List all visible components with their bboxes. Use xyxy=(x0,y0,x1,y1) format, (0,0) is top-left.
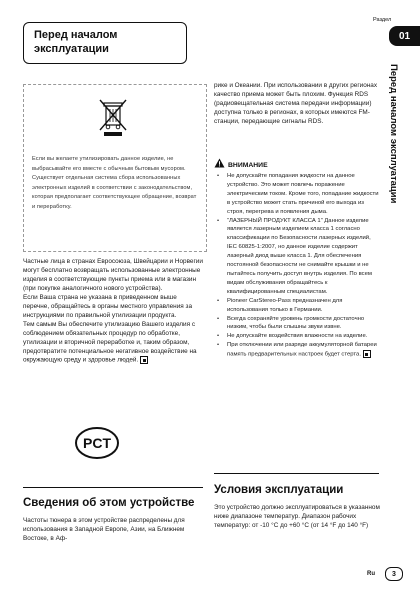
paragraph xyxy=(23,321,203,366)
page-number: 3 xyxy=(385,567,403,581)
section-device-text: Частоты тюнера в этом устройстве распределены для использования в Западной Европе, Азии, на Ближнем Востоке, в Аф- xyxy=(23,517,185,542)
paragraph: Если Ваша страна не указана в приведенном выше перечне, обращайтесь в органы местного управления за инструкциями по правильной утилизации продукта. xyxy=(23,293,192,319)
warning-item: • Не допускайте воздействия влажности на изделие. xyxy=(214,332,382,341)
chapter-tab: 01 xyxy=(389,26,420,46)
side-title-text: Перед началом эксплуатации xyxy=(388,64,399,204)
footer-language: Ru xyxy=(367,571,375,577)
warning-item: • Всегда сохраняйте уровень громкости достаточно низким, чтобы были слышны звуки извне. xyxy=(214,315,382,333)
pct-logo-icon xyxy=(74,426,120,460)
paragraph: Частные лица в странах Евросоюза, Швейцарии и Норвегии могут бесплатно возвращать использованные электронные изделия в соответствующие пункты приема или в магазин (при покупке аналогичного нового устройства). xyxy=(23,258,203,292)
disposal-notice-text: Если вы желаете утилизировать данное изделие, не выбрасывайте его вместе с обычным бытовым мусором. Существует отдельная система сбора использованных электронных изделий в соответствии с законодательством, которая предполагает соответствующее обращение, возврат и переработку. xyxy=(32,156,197,210)
warning-item xyxy=(214,341,382,359)
pct-logo-text: PCT xyxy=(83,435,111,451)
section-rule xyxy=(214,473,379,474)
warning-item: • Не допускайте попадания жидкости на данное устройство. Это может повлечь поражение электрическим током. Кроме того, попадание жидкости в устройство может стать причиной его выхода из строя, перегрева и появления дыма. xyxy=(214,172,382,217)
page-title-box xyxy=(23,22,187,64)
section-rule xyxy=(23,487,203,488)
warning-icon xyxy=(214,158,225,168)
end-mark-icon xyxy=(363,350,371,358)
mid-column-text: рике и Океании. При использовании в других регионах качество приема может быть плохим. Функция RDS (радиовещательная система передачи информации) доступна только в регионах, в которых имеются FM-станции, передающие сигналы RDS. xyxy=(214,82,378,125)
pct-cert-logo xyxy=(74,426,120,460)
chapter-label: Раздел xyxy=(373,17,392,23)
section-heading-device: Сведения об этом устройстве xyxy=(23,497,195,509)
page-title: Перед началом эксплуатации xyxy=(34,29,118,55)
end-mark-icon xyxy=(140,356,148,364)
section-conditions-text: Это устройство должно эксплуатироваться в указанном ниже диапазоне температур. Диапазон рабочих температур: от -10 °C до +60 °C (от 14 °F до 140 °F) xyxy=(214,504,380,529)
paragraph-text: Тем самым Вы обеспечите утилизацию Вашего изделия с соблюдением обязательных процедур по обработке, утилизации и вторичной переработке и, таким образом, предотвратите потенциальное негативное воздействие на окружающую среду и здоровье людей. xyxy=(23,320,197,365)
left-column-text xyxy=(23,258,203,366)
warning-item-text: При отключении или разряде аккумуляторной батареи память предварительных настроек будет стерта. xyxy=(227,342,377,358)
warning-item: • Pioneer CarStereo-Pass предназначен для использования только в Германии. xyxy=(214,297,382,315)
crossed-out-bin-icon xyxy=(97,97,131,137)
warning-heading: ВНИМАНИЕ xyxy=(228,162,268,169)
section-heading-conditions: Условия эксплуатации xyxy=(214,484,344,496)
warning-list xyxy=(214,172,382,360)
warning-item: • “ЛАЗЕРНЫЙ ПРОДУКТ КЛАССА 1” Данное изделие является лазерным изделием класса 1 согласно классификации по Безопасности лазерных изделий, IEC 60825-1:2007, но данное изделие содержит лазерный диод выше класса 1. Для обеспечения постоянной безопасности не снимайте крышки и не пытайтесь получить доступ внутрь изделия. По всем видам обслуживания обращайтесь к квалифицированным специалистам. xyxy=(214,217,382,297)
side-title xyxy=(387,64,401,254)
